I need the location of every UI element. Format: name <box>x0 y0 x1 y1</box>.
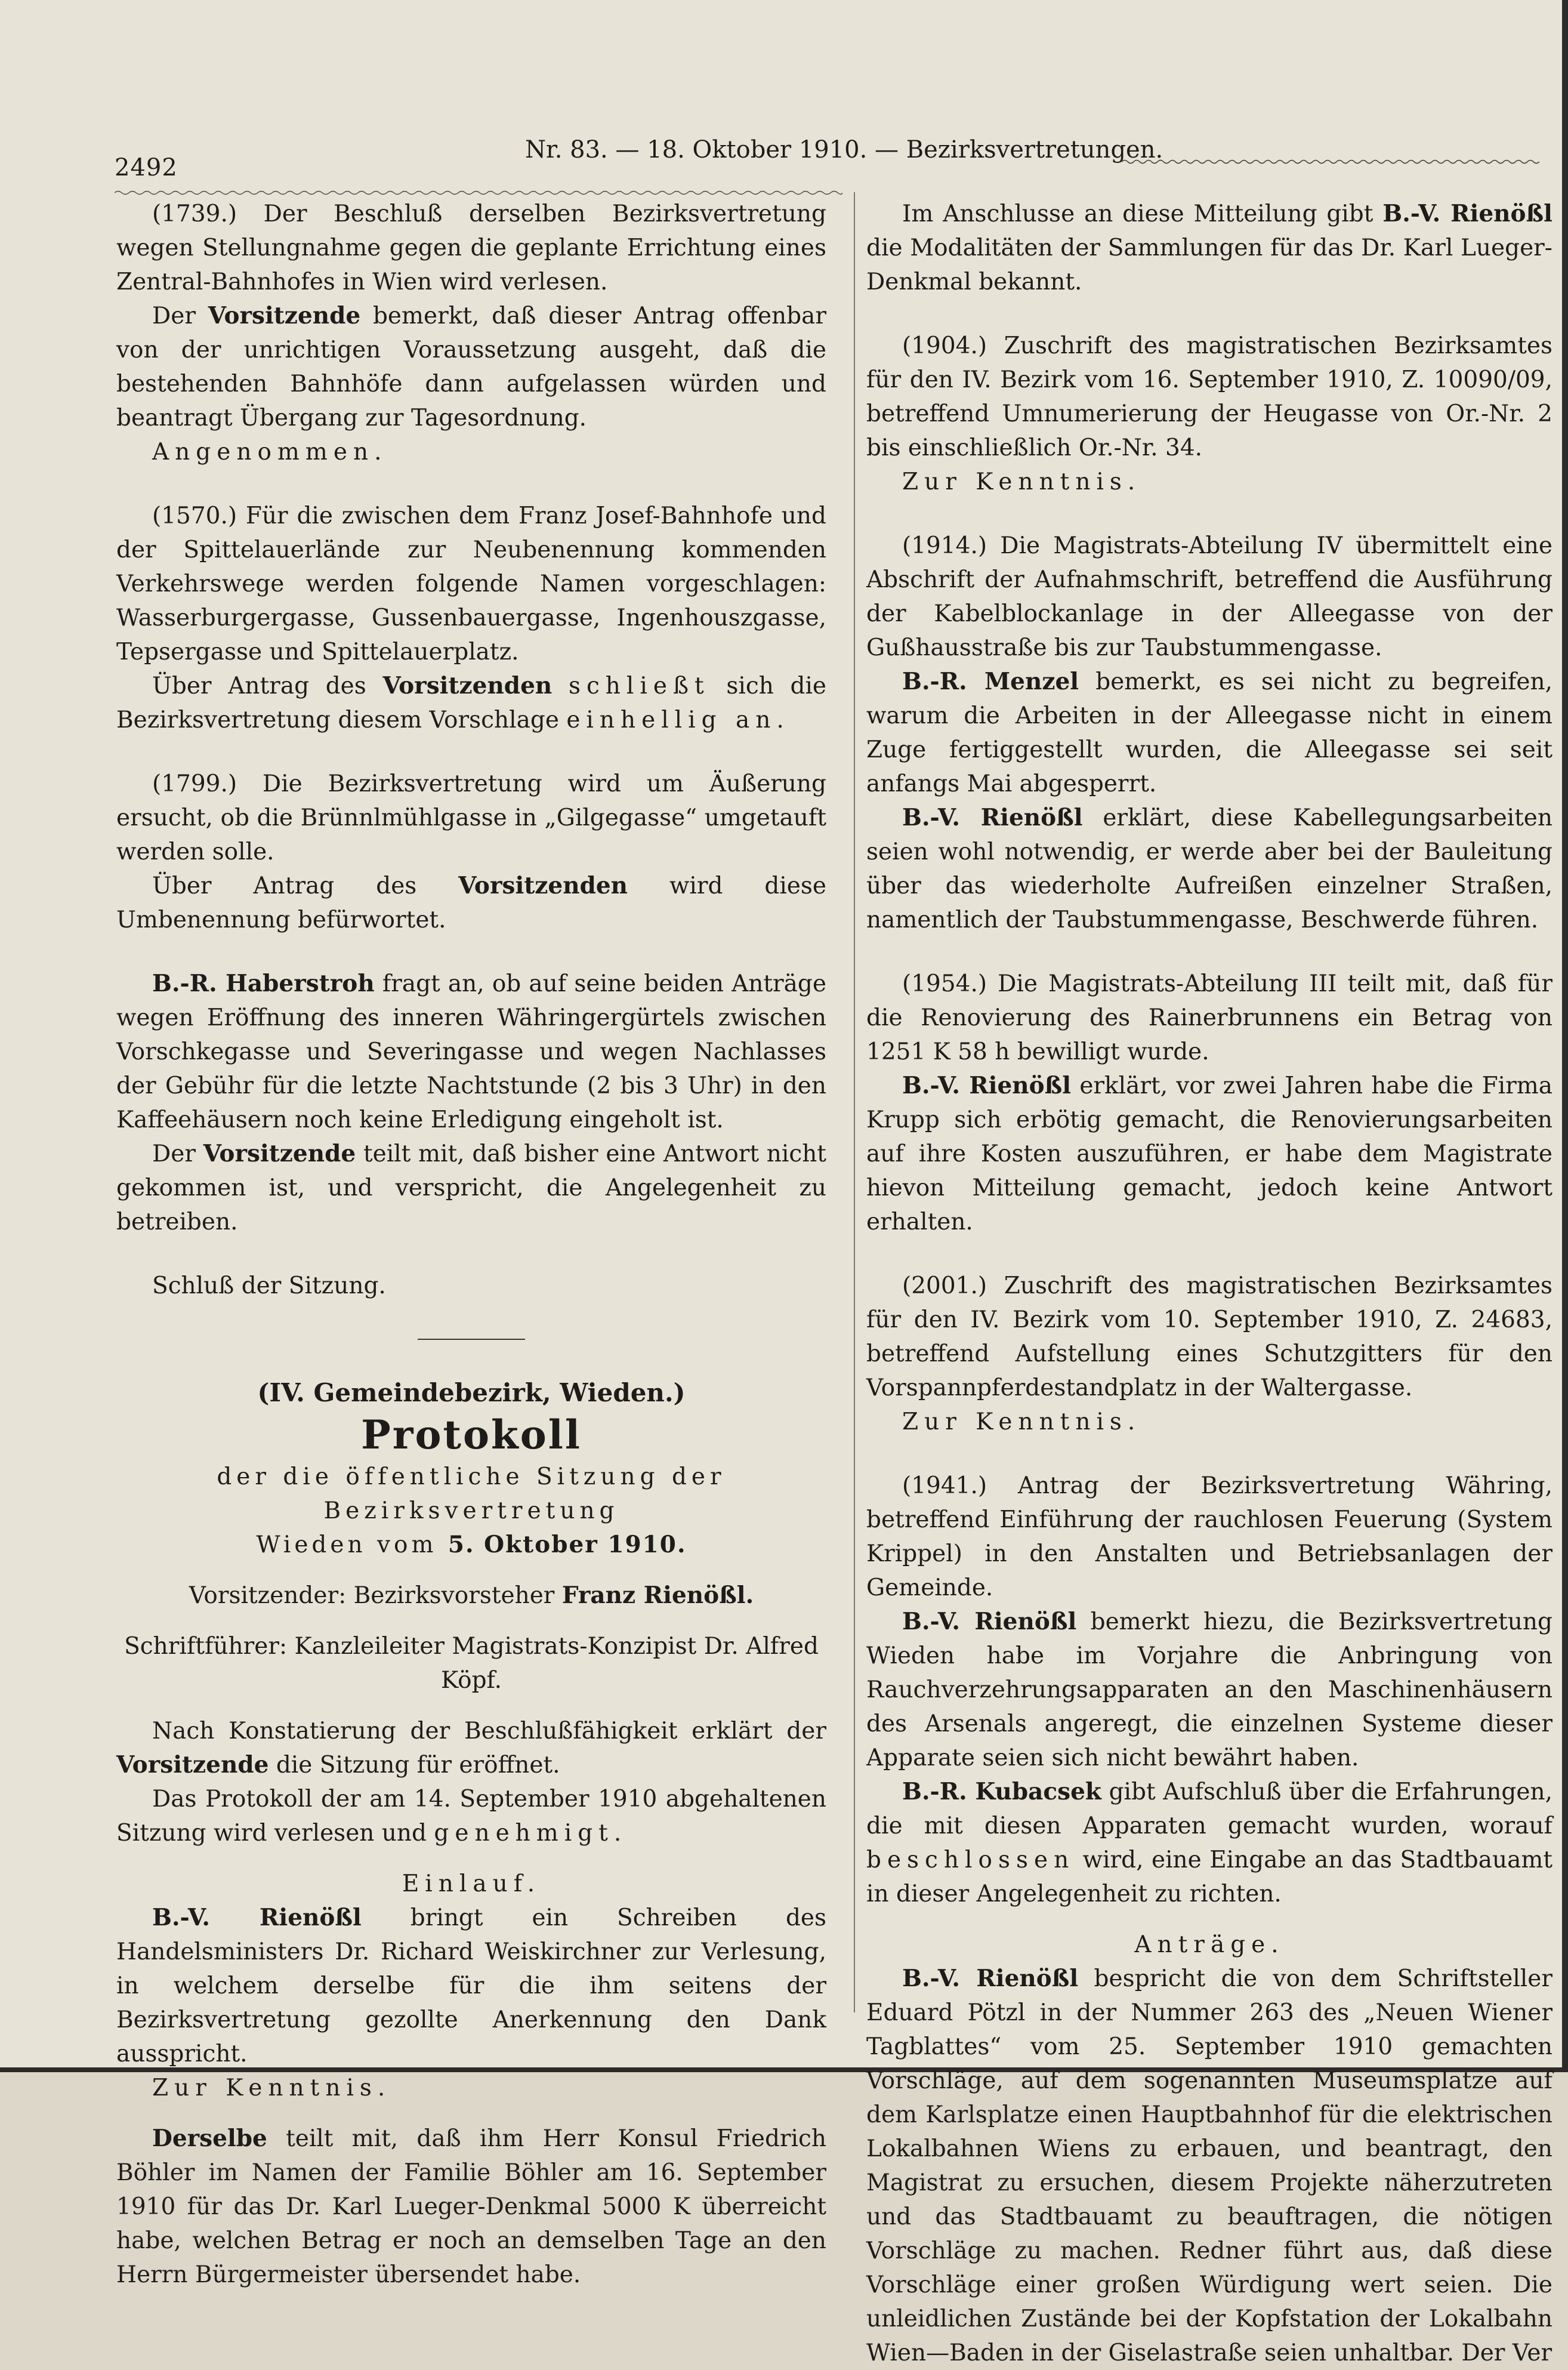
header-title: Nr. 83. — 18. Oktober 1910. — Bezirksvertretungen. <box>525 136 1163 164</box>
item-1799-result: Über Antrag des Vorsitzenden wird diese Umbenennung befürwortet. <box>116 872 826 933</box>
item-2001: (2001.) Zuschrift des magistratischen Bezirksamtes für den IV. Bezirk vom 10. September 1910, Z. 24683, betreffend Aufstellung eines Schutzgitters für den Vorspannpferdestandplatz in der Waltergasse. <box>866 1272 1552 1401</box>
item-1739-chair-remark: Der Vorsitzende bemerkt, daß dieser Antrag offenbar von der unrichtigen Voraussetzung ausgeht, daß die bestehenden Bahnhöfe dann aufgelassen würden und beantragt Übergang zur Tagesordnung. <box>116 302 827 432</box>
rienoessl-letter: B.-V. Rienößl bringt ein Schreiben des Handelsministers Dr. Richard Weiskirchner zur Verlesung, in welchem derselbe für die ihm seitens der Bezirksvertretung gezollte Anerkennung den Dank ausspricht. <box>116 1904 827 2067</box>
item-1954: (1954.) Die Magistrats-Abteilung III teilt mit, daß für die Renovierung des Rainerbrunnens ein Betrag von 1251 K 58 h bewilligt wurde. <box>866 970 1552 1065</box>
chair-name: Vorsitzende <box>208 302 361 329</box>
chair-line: Vorsitzender: Bezirksvorsteher Franz Rienößl. <box>189 1582 754 1609</box>
right-column <box>866 197 1552 2370</box>
item-1799: (1799.) Die Bezirksvertretung wird um Äußerung ersucht, ob die Brünnlmühlgasse in „Gilgegasse“ umgetauft werden solle. <box>116 771 826 865</box>
rienoessl-smoke: B.-V. Rienößl bemerkt hiezu, die Bezirksvertretung Wieden habe im Vorjahre die Anbringung von Rauchverzehrungsapparaten an den Maschinenhäusern des Arsenals angeregt, die einzelnen Systeme dieser Apparate seien sich nicht bewährt haben. <box>866 1608 1552 1771</box>
kenntnis-2: Zur Kenntnis. <box>902 469 1141 495</box>
lueger-collection: Im Anschlusse an diese Mitteilung gibt B.-V. Rienößl die Modalitäten der Sammlungen für das Dr. Karl Lueger-Denkmal bekannt. <box>866 200 1552 295</box>
item-1914: (1914.) Die Magistrats-Abteilung IV übermittelt eine Abschrift der Aufnahmschrift, betreffend die Ausführung der Kabelblockanlage in der Alleegasse von der Gußhausstraße bis zur Taubstummengasse. <box>866 532 1552 661</box>
section-einlauf: Einlauf. <box>402 1870 541 1897</box>
kenntnis-3: Zur Kenntnis. <box>902 1409 1141 1435</box>
district-heading: (IV. Gemeindebezirk, Wieden.) <box>257 1378 686 1407</box>
column-top-wavy-rule <box>115 190 842 196</box>
item-1739-result: Angenommen. <box>152 439 388 466</box>
haberstroh-inquiry: B.-R. Haberstroh fragt an, ob auf seine beiden Anträge wegen Eröffnung des inneren Währingergürtels zwischen Vorschkegasse und Severingasse und wegen Nachlasses der Gebühr für die letzte Nachtstunde (2 bis 3 Uhr) in den Kaffeehäusern noch keine Erledigung eingeholt ist. <box>116 970 826 1133</box>
rienoessl-proposal: B.-V. Rienößl bespricht die von dem Schriftsteller Eduard Pötzl in der Nummer 263 des „Neuen Wiener Tagblattes“ vom 25. September 1910 gemachten Vorschläge, auf dem sogenannten Museumsplatze auf dem Karlsplatze einen Hauptbahnhof für die elektrischen Lokalbahnen Wiens zu erbauen, und beantragt, den Magistrat zu ersuchen, diesem Projekte näherzutreten und das Stadtbauamt zu beauftragen, die nötigen Vorschläge zu machen. Redner führt aus, daß diese Vorschläge einer großen Würdigung wert seien. Die unleidlichen Zustände bei der Kopfstation der Lokalbahn Wien—Baden in der Giselastraße seien unhaltbar. Der Ver <box>866 1965 1553 2366</box>
chair-reply: Der Vorsitzende teilt mit, daß bisher eine Antwort nicht gekommen ist, und verspricht, die Angelegenheit zu betreiben. <box>116 1140 826 1235</box>
page-header <box>89 136 1539 181</box>
item-1739: (1739.) Der Beschluß derselben Bezirksvertretung wegen Stellungnahme gegen die geplante Errichtung eines Zentral-Bahnhofes in Wien wird verlesen. <box>116 201 826 295</box>
scan-edge-right <box>1562 0 1568 2072</box>
item-1570-result: Über Antrag des Vorsitzenden schließt sich die Bezirksvertretung diesem Vorschlage einhellig an. <box>116 672 826 734</box>
protocol-date-line: Wieden vom 5. Oktober 1910. <box>256 1531 687 1558</box>
rienoessl-krupp: B.-V. Rienößl erklärt, vor zwei Jahren habe die Firma Krupp sich erbötig gemacht, die Renovierungsarbeiten auf ihre Kosten auszuführen, er habe dem Magistrate hievon Mitteilung gemacht, jedoch keine Antwort erhalten. <box>866 1072 1552 1235</box>
column-divider <box>854 192 855 2013</box>
header-wavy-rule <box>1122 159 1539 165</box>
protocol-title: Protokoll <box>361 1411 582 1458</box>
menzel-remark: B.-R. Menzel bemerkt, es sei nicht zu begreifen, warum die Arbeiten in der Alleegasse nicht in einem Zuge fertiggestellt wurden, die Alleegasse sei seit anfangs Mai abgesperrt. <box>866 668 1552 797</box>
item-1941: (1941.) Antrag der Bezirksvertretung Währing, betreffend Einführung der rauchlosen Feuerung (System Krippel) in den Anstalten und Betriebsanlagen der Gemeinde. <box>866 1472 1552 1601</box>
section-antraege: Anträge. <box>1134 1931 1285 1958</box>
session-close: Schluß der Sitzung. <box>152 1272 386 1299</box>
secretary-line: Schriftführer: Kanzleileiter Magistrats-Konzipist Dr. Alfred Köpf. <box>124 1633 819 1694</box>
minutes-approval: Das Protokoll der am 14. September 1910 abgehaltenen Sitzung wird verlesen und genehmigt. <box>116 1786 826 1847</box>
rienoessl-cable-reply: B.-V. Rienößl erklärt, diese Kabellegungsarbeiten seien wohl notwendig, er werde aber bei der Bauleitung über das wiederholte Aufreißen einzelner Straßen, namentlich der Taubstummengasse, Beschwerde führen. <box>866 804 1552 933</box>
left-column <box>116 197 826 2292</box>
kubacsek-remark: B.-R. Kubacsek gibt Aufschluß über die Erfahrungen, die mit diesen Apparaten gemacht wurden, worauf beschlossen wird, eine Eingabe an das Stadtbauamt in dieser Angelegenheit zu richten. <box>866 1778 1552 1907</box>
derselbe-donation: Derselbe teilt mit, daß ihm Herr Konsul Friedrich Böhler im Namen der Familie Böhler am 16. September 1910 für das Dr. Karl Lueger-Denkmal 5000 K überreicht habe, welchen Betrag er noch an demselben Tage an den Herrn Bürgermeister übersendet habe. <box>116 2125 826 2288</box>
item-1570: (1570.) Für die zwischen dem Franz Josef-Bahnhofe und der Spittelauerlände zur Neubenennung kommenden Verkehrswege werden folgende Namen vorgeschlagen: Wasserburgergasse, Gussenbauergasse, Ingenhouszgasse, Tepsergasse und Spittelauerplatz. <box>116 503 826 665</box>
kenntnis-1: Zur Kenntnis. <box>152 2075 391 2101</box>
quorum-statement: Nach Konstatierung der Beschlußfähigkeit erklärt der Vorsitzende die Sitzung für eröffnet. <box>116 1718 826 1779</box>
protocol-subtitle: der die öffentliche Sitzung der Bezirksvertretung <box>217 1463 726 1524</box>
page-number: 2492 <box>115 154 178 181</box>
item-1904: (1904.) Zuschrift des magistratischen Bezirksamtes für den IV. Bezirk vom 16. September 1910, Z. 10090/09, betreffend Umnumerierung der Heugasse von Or.-Nr. 2 bis einschließlich Or.-Nr. 34. <box>866 332 1552 461</box>
section-separator <box>418 1339 525 1340</box>
